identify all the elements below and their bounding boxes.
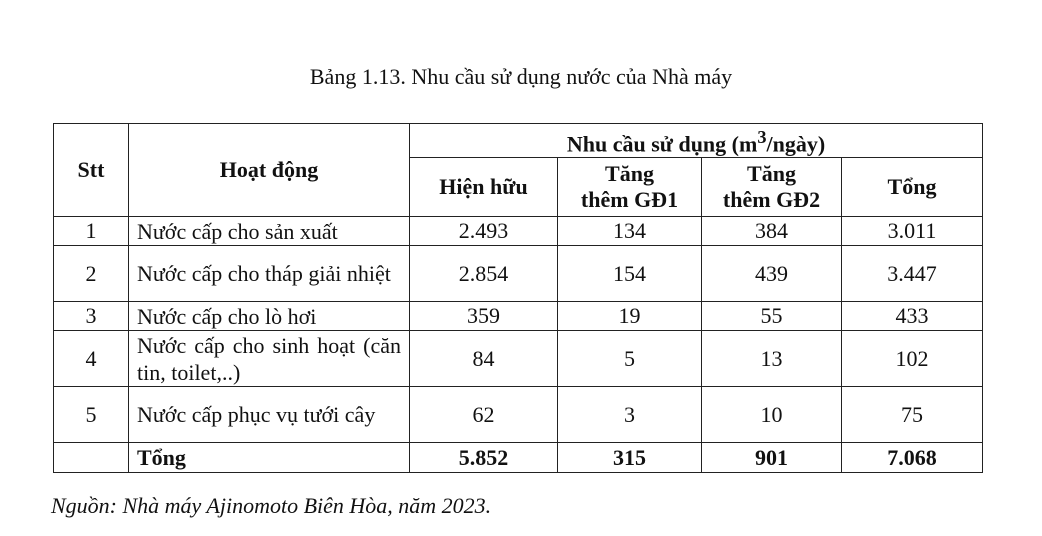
row-phase2: 384 bbox=[702, 217, 842, 246]
source-note: Nguồn: Nhà máy Ajinomoto Biên Hòa, năm 2023. bbox=[51, 493, 492, 518]
row-stt: 1 bbox=[54, 217, 129, 246]
water-demand-table bbox=[53, 123, 983, 473]
total-row-phase1: 315 bbox=[558, 443, 702, 473]
row-activity: Nước cấp cho sinh hoạt (căn tin, toilet,..) bbox=[129, 331, 410, 387]
header-phase1 bbox=[558, 158, 702, 217]
row-phase2: 439 bbox=[702, 246, 842, 302]
row-total: 3.447 bbox=[842, 246, 983, 302]
table-row bbox=[54, 302, 983, 331]
header-demand-group bbox=[410, 124, 983, 158]
row-phase1: 134 bbox=[558, 217, 702, 246]
table-row bbox=[54, 387, 983, 443]
header-total: Tổng bbox=[842, 158, 983, 217]
table-row bbox=[54, 246, 983, 302]
row-phase1: 3 bbox=[558, 387, 702, 443]
row-total: 102 bbox=[842, 331, 983, 387]
total-row bbox=[54, 443, 983, 473]
row-activity: Nước cấp cho lò hơi bbox=[129, 302, 410, 331]
row-activity: Nước cấp cho tháp giải nhiệt bbox=[129, 246, 410, 302]
row-existing: 2.854 bbox=[410, 246, 558, 302]
header-phase1-line2: thêm GĐ1 bbox=[580, 187, 679, 213]
total-row-label: Tổng bbox=[129, 443, 410, 473]
total-row-stt bbox=[54, 443, 129, 473]
row-activity: Nước cấp phục vụ tưới cây bbox=[129, 387, 410, 443]
total-row-existing: 5.852 bbox=[410, 443, 558, 473]
header-demand-prefix: Nhu cầu sử dụng (m bbox=[566, 131, 758, 157]
header-phase2-line2: thêm GĐ2 bbox=[722, 187, 821, 213]
header-phase2 bbox=[702, 158, 842, 217]
row-phase2: 55 bbox=[702, 302, 842, 331]
header-stt: Stt bbox=[54, 124, 129, 217]
row-total: 3.011 bbox=[842, 217, 983, 246]
row-existing: 2.493 bbox=[410, 217, 558, 246]
header-phase2-line1: Tăng bbox=[747, 161, 796, 187]
row-stt: 3 bbox=[54, 302, 129, 331]
row-total: 433 bbox=[842, 302, 983, 331]
row-stt: 2 bbox=[54, 246, 129, 302]
header-demand-superscript: 3 bbox=[757, 127, 767, 147]
total-row-phase2: 901 bbox=[702, 443, 842, 473]
table-row bbox=[54, 217, 983, 246]
row-phase2: 10 bbox=[702, 387, 842, 443]
header-demand-suffix: /ngày) bbox=[766, 131, 826, 157]
header-activity: Hoạt động bbox=[129, 124, 410, 217]
row-stt: 4 bbox=[54, 331, 129, 387]
row-phase1: 154 bbox=[558, 246, 702, 302]
row-phase2: 13 bbox=[702, 331, 842, 387]
row-existing: 62 bbox=[410, 387, 558, 443]
header-phase1-line1: Tăng bbox=[605, 161, 654, 187]
row-phase1: 5 bbox=[558, 331, 702, 387]
row-existing: 84 bbox=[410, 331, 558, 387]
table-caption: Bảng 1.13. Nhu cầu sử dụng nước của Nhà máy bbox=[309, 64, 733, 89]
row-existing: 359 bbox=[410, 302, 558, 331]
row-total: 75 bbox=[842, 387, 983, 443]
row-stt: 5 bbox=[54, 387, 129, 443]
header-existing: Hiện hữu bbox=[410, 158, 558, 217]
row-activity: Nước cấp cho sản xuất bbox=[129, 217, 410, 246]
row-phase1: 19 bbox=[558, 302, 702, 331]
total-row-total: 7.068 bbox=[842, 443, 983, 473]
table-row bbox=[54, 331, 983, 387]
